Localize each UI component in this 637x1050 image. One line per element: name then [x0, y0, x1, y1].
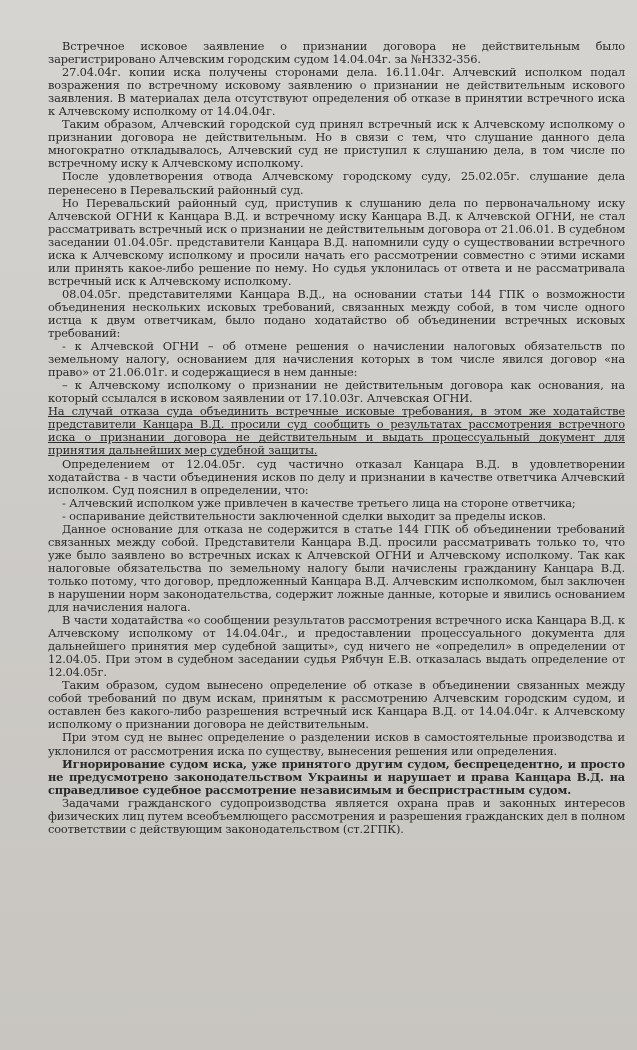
paragraph-1: Встречное исковое заявление о признании договора не действительным было зарегистрировано Алчевским городским судом 14.04.04г. за №Н332-356. — [48, 39, 625, 67]
list-item-contest: - оспаривание действительности заключенной сделки выходит за пределы исков. — [62, 508, 547, 523]
paragraph-17: Задачами гражданского судопроизводства является охрана прав и законных интересов физических лиц путем всеобъемлющего рассмотрения и разрешения гражданских дел в полном соответствии с действующим законодательством (ст.2ГПК). — [48, 795, 625, 836]
paragraph-9: Определением от 12.04.05г. суд частично отказал Канцара В.Д. в удовлетворении ходатайства - в части объединения исков по делу и признании в качестве ответчика Алчевский исполком. Суд пояснил в определении, что: — [48, 456, 625, 497]
paragraph-3: Таким образом, Алчевский городской суд принял встречный иск к Алчевскому исполкому о признании договора не действительным. Но в связи с тем, что слушание данного дела многократно откладывалось, Алчевский суд не приступил к слушанию дела, в том числе по встречному иску к Алчевскому исполкому. — [48, 117, 625, 171]
paragraph-14: Таким образом, судом вынесено определение об отказе в объединении связанных между собой требований по двум искам, принятым к рассмотрению Алчевским городским судом, и оставлен без какого-либо разрешения встречный иск Канцара В.Д. от 14.04.04г. к Алчевскому исполкому о признании договора не действительным. — [48, 678, 625, 732]
paragraph-15: При этом суд не вынес определение о разделении исков в самостоятельные производства и уклонился от рассмотрения иска по существу, вынесения решения или определения. — [48, 730, 625, 758]
list-item-third-party: - Алчевский исполком уже привлечен в качестве третьего лица на стороне ответчика; — [62, 495, 576, 510]
paragraph-2: 27.04.04г. копии иска получены сторонами дела. 16.11.04г. Алчевский исполком подал возражения по встречному исковому заявлению о признании не действительным искового заявления. В материалах дела отсутствуют определения об отказе в принятии встречного иска к Алчевскому исполкому от 14.04.04г. — [48, 65, 625, 119]
paragraph-4: После удовлетворения отвода Алчевскому городскому суду, 25.02.05г. слушание дела перенесено в Перевальский районный суд. — [48, 169, 625, 197]
underlined-paragraph: На случай отказа суда объединить встречные исковые требования, в этом же ходатайстве представители Канцара В.Д. просили суд сообщить о результатах рассмотрения встречного иска о признании договора не действительным и выдать процессуальный документ для принятия дальнейших мер судебной защиты. — [48, 404, 625, 458]
bold-paragraph: Игнорирование судом иска, уже принятого другим судом, беспрецедентно, и просто не предусмотрено законодательством Украины и нарушает и права Канцара В.Д. на справедливое судебное рассмотрение независимым и беспристрастным судом. — [48, 756, 625, 797]
list-item-ispolkom: – к Алчевскому исполкому о признании не действительным договора как основания, на который ссылался в исковом заявлении от 17.10.03г. Алчевская ОГНИ. — [48, 378, 625, 406]
paragraph-13: В части ходатайства «о сообщении результатов рассмотрения встречного иска Канцара В.Д. к Алчевскому исполкому от 14.04.04г., и предоставлении процессуального документа для дальнейшего принятия мер судебной защиты», суд ничего не «определил» в определении от 12.04.05. При этом в судебном заседании судья Рябчун Е.В. отказалась выдать определение от 12.04.05г. — [48, 613, 625, 680]
list-item-ogni: - к Алчевской ОГНИ – об отмене решения о начислении налоговых обязательств по земельному налогу, основанием для начисления которых в том числе явился договор «на право» от 21.06.01г. и содержащиеся в нем данные: — [48, 339, 625, 380]
paragraph-12: Данное основание для отказа не содержится в статье 144 ГПК об объединении требований связанных между собой. Представители Канцара В.Д. просили рассматривать только то, что уже было заявлено во встречных исках к Алчевской ОГНИ и Алчевскому исполкому. Так как налоговые обязательства по земельному налогу были начислены гражданину Канцара В.Д. только потому, что договор, предложенный Канцара В.Д. Алчевским исполкомом, был заключен в нарушении норм законодательства, содержит ложные данные, которые и явились основанием для начисления налога. — [48, 521, 625, 615]
paragraph-6: 08.04.05г. представителями Канцара В.Д., на основании статьи 144 ГПК о возможности объединения нескольких исковых требований, связанных между собой, в том числе одного истца к двум ответчикам, было подано ходатайство об объединении встречных исковых требований: — [48, 286, 625, 341]
paragraph-5: Но Перевальский районный суд, приступив к слушанию дела по первоначальному иску Алчевской ОГНИ к Канцара В.Д. и встречному иску Канцара В.Д. к Алчевской ОГНИ, не стал рассматривать встречный иск о признании не действительным договора от 21.06.01. В судебном заседании 01.04.05г. представители Канцара В.Д. напомнили суду о существовании встречного иска к Алчевскому исполкому и просили начать его рассмотрении совместно с этими исками или принять какое-либо решение по нему. Но судья уклонилась от ответа и не рассматривала встречный иск к Алчевскому исполкому. — [48, 195, 625, 288]
